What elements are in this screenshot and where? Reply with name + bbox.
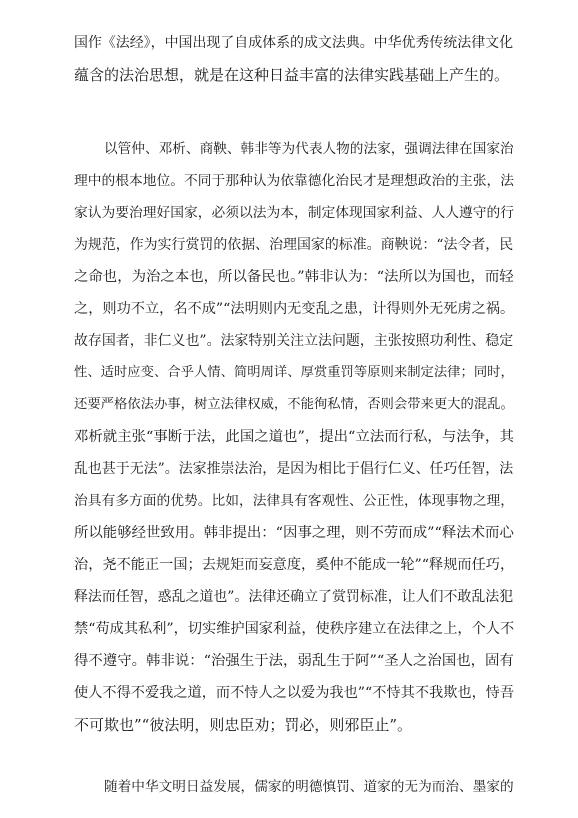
text-line: 邓析就主张“事断于法，此国之道也”，提出“立法而行私，与法争，其 bbox=[74, 429, 514, 445]
text-line: 乱也甚于无法”。法家推崇法治，是因为相比于倡行仁义、任巧任智，法 bbox=[74, 461, 514, 477]
text-line: 家认为要治理好国家，必须以法为本，制定体现国家利益、人人遵守的行 bbox=[74, 205, 515, 221]
text-line: 所以能够经世致用。韩非提出：“因事之理，则不劳而成”“释法术而心 bbox=[74, 525, 514, 541]
text-line: 国作《法经》，中国出现了自成体系的成文法典。中华优秀传统法律文化 bbox=[74, 35, 514, 51]
text-line: 随着中华文明日益发展，儒家的明德慎罚、道家的无为而治、墨家的 bbox=[104, 779, 514, 795]
text-line: 之命也，为治之本也，所以备民也。”韩非认为：“法所以为国也，而轻 bbox=[74, 269, 514, 285]
text-line: 蕴含的法治思想，就是在这种日益丰富的法律实践基础上产生的。 bbox=[74, 66, 510, 84]
text-line: 使人不得不爱我之道，而不恃人之以爱为我也”“不恃其不我欺也，恃吾 bbox=[74, 685, 515, 701]
text-line: 治，尧不能正一国；去规矩而妄意度，奚仲不能成一轮”“释规而任巧， bbox=[74, 557, 515, 573]
text-line: 还要严格依法办事，树立法律权威，不能徇私情，否则会带来更大的混乱。 bbox=[74, 397, 514, 412]
text-line: 性、适时应变、合乎人情、简明周详、厚赏重罚等原则来制定法律；同时， bbox=[74, 365, 514, 380]
text-line: 禁“苟成其私利”，切实维护国家利益，使秩序建立在法律之上，个人不 bbox=[74, 621, 515, 637]
text-line: 不可欺也”“彼法明，则忠臣劝；罚必，则邪臣止”。 bbox=[74, 716, 413, 734]
text-line: 以管仲、邓析、商鞅、韩非等为代表人物的法家，强调法律在国家治 bbox=[104, 141, 514, 157]
text-line: 得不遵守。韩非说：“治强生于法，弱乱生于阿”“圣人之治国也，固有 bbox=[74, 653, 514, 669]
text-line: 故存国者，非仁义也”。法家特别关注立法问题，主张按照功利性、稳定 bbox=[74, 333, 514, 349]
text-line: 理中的根本地位。不同于那种认为依靠德化治民才是理想政治的主张，法 bbox=[74, 173, 515, 189]
text-line: 之，则功不立，名不成”“法明则内无变乱之患，计得则外无死虏之祸。 bbox=[74, 301, 515, 317]
text-line: 治具有多方面的优势。比如，法律具有客观性、公正性，体现事物之理， bbox=[74, 493, 515, 509]
text-line: 释法而任智，惑乱之道也”。法律还确立了赏罚标准，让人们不敢乱法犯 bbox=[74, 589, 514, 605]
text-line: 为规范，作为实行赏罚的依据、治理国家的标准。商鞅说：“法令者，民 bbox=[74, 237, 514, 253]
